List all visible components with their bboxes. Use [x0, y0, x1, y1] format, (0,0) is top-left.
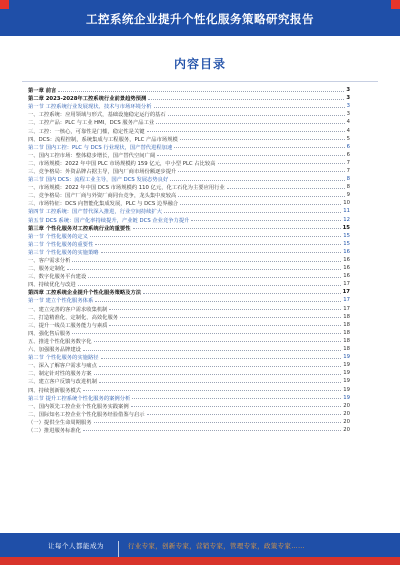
toc-page-number: 15 [343, 232, 350, 239]
toc-page-number: 12 [343, 216, 350, 223]
toc-entry-label: 二、制定针对性的服务方案 [28, 371, 92, 378]
toc-entry[interactable] [28, 167, 350, 175]
toc-page-number: 20 [343, 418, 350, 425]
toc-leader-dots [157, 155, 344, 156]
toc-leader-dots [170, 180, 344, 181]
toc-page-number: 8 [346, 176, 350, 183]
toc-page-number: 20 [343, 426, 350, 433]
toc-page-number: 4 [346, 119, 350, 126]
toc-entry-label: 四、持续优化与改进 [28, 282, 76, 289]
toc-page-number: 19 [343, 378, 350, 385]
toc-entry-label: 五、推进个性化服务数字化 [28, 338, 92, 345]
toc-leader-dots [83, 350, 341, 351]
toc-leader-dots [101, 252, 342, 253]
toc-entry[interactable] [28, 199, 350, 207]
toc-leader-dots [133, 228, 341, 229]
toc-page-number: 19 [343, 354, 350, 361]
toc-page-number: 18 [343, 337, 350, 344]
toc-page-number: 19 [343, 362, 350, 369]
toc-entry[interactable] [28, 280, 350, 288]
toc-entry[interactable] [28, 353, 350, 361]
toc-page-number: 10 [343, 200, 350, 207]
footer-slogan: 让每个人都能成为 [48, 542, 104, 550]
toc-entry[interactable] [28, 216, 350, 224]
toc-page-number: 6 [346, 151, 350, 158]
toc-entry-label: 二、工控产品：PLC 与工业 HMI，DCS 服务产品工业 [28, 120, 155, 127]
toc-leader-dots [168, 115, 345, 116]
toc-page-number: 18 [343, 329, 350, 336]
toc-entry-label: 三、市场特征：DCS 向智能化集成发展，PLC 与 DCS 边界融合 [28, 201, 179, 208]
toc-leader-dots [120, 317, 341, 318]
toc-page-number: 8 [346, 184, 350, 191]
toc-page-number: 9 [346, 192, 350, 199]
toc-page-number: 19 [343, 370, 350, 377]
toc-leader-dots [90, 236, 341, 237]
toc-entry[interactable] [28, 102, 350, 110]
toc-leader-dots [94, 422, 342, 423]
toc-entry-label: 第二节 个性化服务的重要性 [28, 241, 94, 248]
toc-leader-dots [58, 91, 344, 92]
toc-entry-label: 一、建立完善的客户需求收集机制 [28, 306, 108, 313]
toc-entry[interactable] [28, 118, 350, 126]
toc-entry[interactable] [28, 191, 350, 199]
toc-entry[interactable] [28, 313, 350, 321]
toc-entry[interactable] [28, 410, 350, 418]
toc-page-number: 15 [343, 240, 350, 247]
toc-entry[interactable] [28, 110, 350, 118]
toc-entry[interactable] [28, 321, 350, 329]
toc-leader-dots [180, 139, 345, 140]
toc-leader-dots [83, 430, 341, 431]
toc-page-number: 3 [346, 111, 350, 118]
toc-leader-dots [148, 99, 344, 100]
toc-leader-dots [99, 366, 341, 367]
toc-leader-dots [72, 261, 341, 262]
toc-page-number: 16 [343, 248, 350, 255]
toc-entry-label: 第三章 个性化服务对工控系统行业的重要性 [28, 225, 131, 232]
toc-page-number: 3 [346, 103, 350, 110]
toc-entry[interactable] [28, 337, 350, 345]
toc-entry-label: 三、建立客户反馈与改进机制 [28, 379, 97, 386]
toc-page-number: 7 [346, 167, 350, 174]
toc-leader-dots [94, 341, 342, 342]
toc-leader-dots [72, 333, 341, 334]
toc-entry-label: 一、市场规模：2022 年中国 DCS 市场规模约 110 亿元，化工石化为主要应用行业 [28, 185, 225, 192]
report-title: 工控系统企业提升个性化服务策略研究报告 [86, 12, 314, 26]
toc-page-number: 18 [343, 346, 350, 353]
toc-entry-label: 第一节 个性化服务的定义 [28, 233, 88, 240]
toc-page-number: 7 [346, 159, 350, 166]
toc-entry-label: 四、强化售后服务 [28, 330, 71, 337]
toc-entry-label: 一、深入了解客户需求与痛点 [28, 363, 97, 370]
toc-page-number: 20 [343, 402, 350, 409]
toc-entry-label: 二、服务定制化 [28, 266, 66, 273]
toc-page-number: 3 [346, 95, 350, 102]
toc-page-number: 6 [346, 143, 350, 150]
toc-entry-label: 二、竞争格局：国产厂商与外资厂商同台竞争，龙头集中度较高 [28, 193, 177, 200]
toc-entry-label: 四、DCS：流程控制，系统集成与工程服务，PLC 产品市场规模 [28, 136, 178, 143]
toc-entry[interactable] [28, 305, 350, 313]
toc-entry[interactable] [28, 256, 350, 264]
toc-entry[interactable] [28, 175, 350, 183]
toc-leader-dots [156, 123, 344, 124]
toc-entry[interactable] [28, 240, 350, 248]
toc-entry-label: 第三节 个性化服务的实施策略 [28, 249, 99, 256]
toc-entry-label: 第四章 工控系统企业提升个性化服务策略及方法 [28, 290, 142, 297]
toc-leader-dots [218, 163, 345, 164]
toc-entry[interactable] [28, 394, 350, 402]
toc-entry-label: （一）提供全生命周期服务 [28, 419, 92, 426]
toc-leader-dots [154, 107, 345, 108]
toc-leader-dots [95, 301, 341, 302]
toc-leader-dots [95, 244, 341, 245]
toc-entry[interactable] [28, 329, 350, 337]
toc-leader-dots [132, 398, 341, 399]
toc-entry-label: 一、客户需求分析 [28, 258, 71, 265]
toc-entry-label: 四、持续创新服务模式 [28, 387, 81, 394]
toc-entry[interactable] [28, 296, 350, 304]
toc-page-number: 11 [343, 208, 350, 215]
toc-entry-label: 三、竞争格局：外资品牌占据主导，国内厂商市场份额逐步提升 [28, 168, 177, 175]
toc-entry[interactable] [28, 385, 350, 393]
toc-page-number: 18 [343, 321, 350, 328]
toc-entry[interactable] [28, 361, 350, 369]
toc-page-number: 18 [343, 313, 350, 320]
toc-leader-dots [78, 285, 342, 286]
toc-leader-dots [83, 390, 341, 391]
toc-leader-dots [94, 374, 342, 375]
toc-entry-label: 二、国际知名工控企业个性化服务经验借鉴与启示 [28, 411, 145, 418]
toc-entry-label: 一、国内工控市场：整体稳步增长，国产替代空间广阔 [28, 152, 156, 159]
toc-entry-label: 三、工控：一核心，可靠性是门槛，稳定性是关键 [28, 128, 145, 135]
toc-entry[interactable] [28, 369, 350, 377]
toc-entry-label: 第二节 国内工控：PLC 与 DCS 行业现状，国产替代进程加速 [28, 144, 173, 151]
footer-red-strip [0, 557, 400, 565]
toc-entry-label: 三、提升一线员工服务能力与素质 [28, 322, 108, 329]
toc-entry[interactable] [28, 264, 350, 272]
toc-entry-label: 第一章 前言 [28, 88, 57, 95]
toc-entry-label: 第三节 提升工控系统个性化服务的案例分析 [28, 395, 131, 402]
toc-entry-label: 一、国内领先工控企业个性化服务实践案例 [28, 403, 129, 410]
toc-page-number: 15 [342, 224, 350, 231]
toc-entry[interactable] [28, 183, 350, 191]
toc-leader-dots [174, 147, 344, 148]
toc-leader-dots [180, 204, 341, 205]
toc-entry-label: 二、市场规模：2022 年中国 PLC 市场规模约 159 亿元，中小型 PLC 占比较高 [28, 160, 216, 167]
toc-entry[interactable] [28, 377, 350, 385]
toc-leader-dots [99, 382, 341, 383]
toc-page-number: 3 [346, 87, 350, 94]
toc-entry-label: 二、打造精准化、定制化、高效化服务 [28, 314, 119, 321]
footer-tagline: 行业专家，创新专家，营销专家，管理专家，政策专家…… [128, 542, 305, 550]
toc-page-number: 16 [343, 257, 350, 264]
toc-entry[interactable] [28, 288, 350, 296]
toc-leader-dots [101, 358, 342, 359]
report-header [0, 0, 400, 36]
toc-page-number: 20 [343, 410, 350, 417]
toc-leader-dots [178, 171, 344, 172]
toc-leader-dots [227, 188, 345, 189]
toc-leader-dots [164, 212, 341, 213]
toc-entry-label: 第二节 个性化服务的实施路径 [28, 355, 99, 362]
toc-entry-label: 第三节 国内 DCS：流程工业主导，国产 DCS 发展态势良好 [28, 177, 169, 184]
toc-leader-dots [109, 325, 341, 326]
toc-entry[interactable] [28, 207, 350, 215]
toc-leader-dots [178, 196, 344, 197]
toc-entry-label: 第四节 工控系统：国产替代深入推进，行业空间持续扩大 [28, 209, 163, 216]
toc-entry-label: 一、工控系统：应用领域与形式，基础设施稳定运行的基石 [28, 112, 166, 119]
toc-page-number: 16 [343, 265, 350, 272]
toc-entry[interactable] [28, 151, 350, 159]
toc-entry[interactable] [28, 418, 350, 426]
toc-entry-label: 第二章 2023-2028年工控系统行业前景趋势预测 [28, 96, 147, 103]
toc-page-number: 16 [343, 273, 350, 280]
toc-divider [22, 81, 378, 82]
toc-leader-dots [88, 277, 341, 278]
toc-leader-dots [67, 269, 341, 270]
toc-entry-label: （二）推进服务标准化 [28, 427, 81, 434]
table-of-contents [28, 86, 350, 434]
toc-entry[interactable] [28, 426, 350, 434]
toc-page-number: 17 [343, 281, 350, 288]
toc-entry[interactable] [28, 272, 350, 280]
toc-page-number: 19 [343, 394, 350, 401]
toc-page-number: 19 [343, 386, 350, 393]
toc-leader-dots [143, 293, 341, 294]
toc-page-number: 17 [343, 305, 350, 312]
toc-entry[interactable] [28, 232, 350, 240]
toc-entry[interactable] [28, 159, 350, 167]
toc-entry[interactable] [28, 248, 350, 256]
toc-leader-dots [131, 406, 342, 407]
toc-entry-label: 六、加强服务品牌建设 [28, 347, 81, 354]
corner-accent-right [391, 0, 400, 9]
toc-entry-label: 第一节 工控系统行业发展现状、技术与市场环境分析 [28, 104, 152, 111]
toc-entry[interactable] [28, 94, 350, 102]
toc-heading: 内容目录 [173, 57, 226, 71]
toc-page-number: 5 [346, 135, 350, 142]
toc-entry-label: 第一节 建立个性化服务体系 [28, 298, 94, 305]
toc-leader-dots [109, 309, 341, 310]
toc-entry[interactable] [28, 402, 350, 410]
toc-entry[interactable] [28, 126, 350, 134]
toc-page-number: 17 [343, 297, 350, 304]
toc-entry[interactable] [28, 224, 350, 232]
toc-leader-dots [147, 131, 345, 132]
toc-entry-label: 三、数字化服务平台建设 [28, 274, 87, 281]
corner-accent-left [0, 0, 9, 9]
toc-leader-dots [147, 414, 342, 415]
toc-entry[interactable] [28, 135, 350, 143]
toc-page-number: 17 [342, 289, 350, 296]
toc-entry-label: 第五节 DCS 系统：国产化率持续提升，产业链 DCS 企业竞争力提升 [28, 217, 190, 224]
toc-leader-dots [191, 220, 341, 221]
toc-entry[interactable] [28, 143, 350, 151]
toc-entry[interactable] [28, 345, 350, 353]
footer-divider [118, 541, 119, 557]
toc-entry[interactable] [28, 86, 350, 94]
toc-page-number: 4 [346, 127, 350, 134]
